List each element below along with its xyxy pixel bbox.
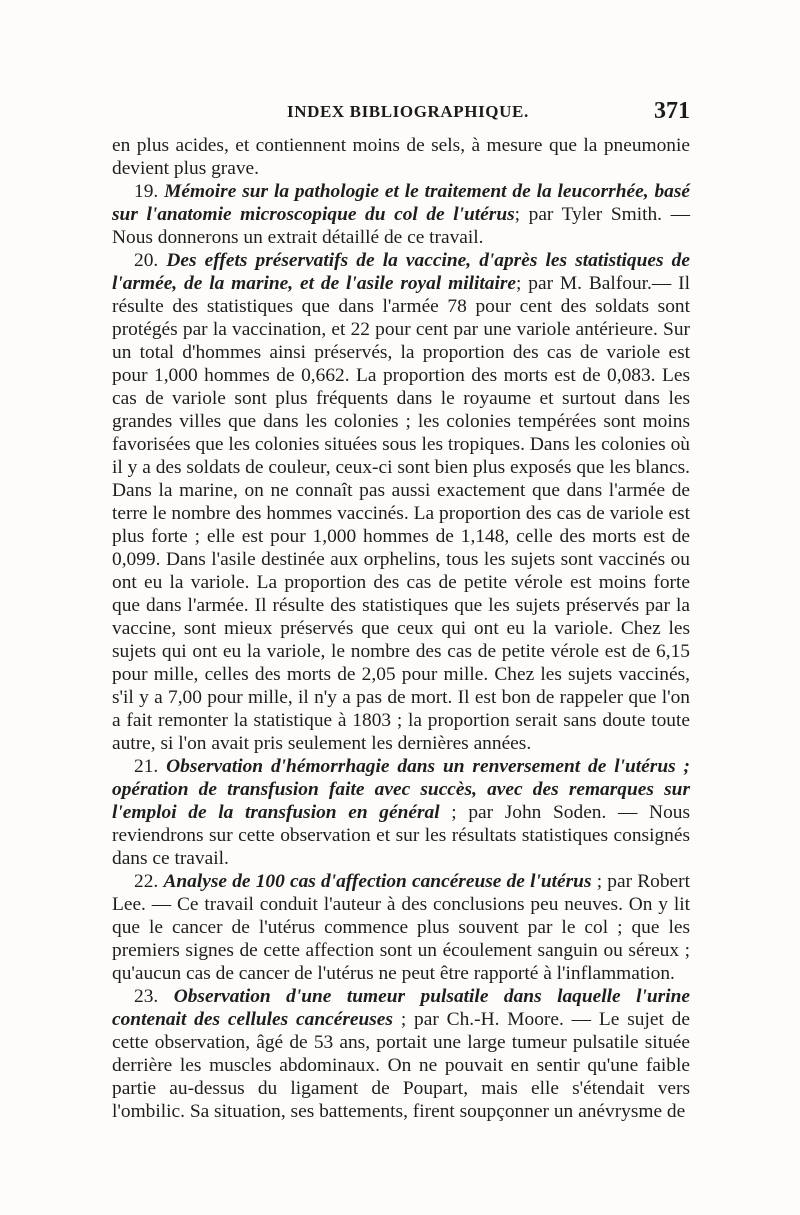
- entry-title: Des effets préservatifs de la vaccine, d'après les statistiques de l'armée, de la marine, et de l'asile royal militaire: [112, 250, 690, 294]
- page-header: [112, 98, 690, 128]
- entry-author: ; par M. Balfour.—: [516, 273, 672, 294]
- entry-23: [112, 985, 690, 1123]
- entry-text: — Le sujet de cette observation, âgé de 53 ans, portait une large tumeur pulsatile située derrière les muscles abdominaux. On ne pouvait en sentir qu'une faible partie au-dessus du ligament de Poupart, mais elle s'étendait vers l'ombilic. Sa situation, ses battements, firent soupçonner un anévrysme de: [112, 1009, 690, 1122]
- entry-title: Mémoire sur la pathologie et le traitement de la leucorrhée, basé sur l'anatomie microscopique du col de l'utérus: [112, 181, 690, 225]
- body-text: [112, 134, 690, 1123]
- entry-22: [112, 870, 690, 985]
- entry-number: 20.: [134, 250, 159, 271]
- entry-title: Analyse de 100 cas d'affection cancéreuse de l'utérus: [163, 871, 592, 892]
- entry-text: — Nous reviendrons sur cette observation et sur les résultats statistiques consignés dans ce travail.: [112, 802, 691, 869]
- entry-title: Observation d'hémorrhagie dans un renversement de l'utérus ; opération de transfusion faite avec succès, avec des remarques sur l'emploi de la transfusion en général: [112, 756, 690, 823]
- entry-title: Observation d'une tumeur pulsatile dans laquelle l'urine contenait des cellules cancéreuses: [112, 986, 690, 1030]
- entry-text: — Nous donnerons un extrait détaillé de ce travail.: [112, 204, 690, 248]
- entry-number: 23.: [134, 986, 159, 1007]
- entry-author: ; par Tyler Smith.: [514, 204, 663, 225]
- continuation-paragraph: en plus acides, et contiennent moins de sels, à mesure que la pneumonie devient plus grave.: [112, 135, 690, 179]
- entry-number: 19.: [134, 181, 159, 202]
- entry-text: — Ce travail conduit l'auteur à des conclusions peu neuves. On y lit que le cancer de l'utérus commence plus souvent par le col ; que les premiers signes de cette affection sont un écoulement sanguin ou séreux ; qu'aucun cas de cancer de l'utérus ne peut être rapporté à l'inflammation.: [112, 894, 690, 984]
- entry-text: Il résulte des statistiques que dans l'armée 78 pour cent des soldats sont protégés par la vaccination, et 22 pour cent par une variole antérieure. Sur un total d'hommes ainsi préservés, la proportion des cas de variole est pour 1,000 hommes de 0,662. La proportion des morts est de 0,083. Les cas de variole sont plus fréquents dans le royaume et surtout dans les grandes villes que dans les colonies ; les colonies tempérées sont moins favorisées que les colonies situées sous les tropiques. Dans les colonies où il y a des soldats de couleur, ceux-ci sont bien plus exposés que les blancs. Dans la marine, on ne connaît pas aussi exactement que dans l'armée de terre le nombre des hommes vaccinés. La proportion des cas de variole est plus forte ; elle est pour 1,000 hommes de 1,148, celle des morts est de 0,099. Dans l'asile destinée aux orphelins, tous les sujets sont vaccinés ou ont eu la variole. La proportion des cas de petite vérole est moins forte que dans l'armée. Il résulte des statistiques que les sujets préservés par la vaccine, sont mieux préservés que ceux qui ont eu la variole. Chez les sujets qui ont eu la variole, le nombre des cas de petite vérole est de 6,15 pour mille, celles des morts de 2,05 pour mille. Chez les sujets vaccinés, s'il y a 7,00 pour mille, il n'y a pas de mort. Il est bon de rappeler que l'on a fait remonter la statistique à 1803 ; la proportion serait sans doute toute autre, si l'on avait pris seulement les dernières années.: [112, 273, 690, 754]
- entry-number: 21.: [134, 756, 159, 777]
- entry-author: ; par Ch.-H. Moore.: [392, 1009, 564, 1030]
- entry-author: ; par John Soden.: [439, 802, 607, 823]
- entry-19: [112, 180, 690, 249]
- entry-20: [112, 249, 690, 755]
- entry-number: 22.: [134, 871, 159, 892]
- page-number: 371: [654, 98, 690, 124]
- running-head: INDEX BIBLIOGRAPHIQUE.: [287, 102, 529, 121]
- entry-author: ; par Robert Lee.: [112, 871, 690, 915]
- entry-21: [112, 755, 690, 870]
